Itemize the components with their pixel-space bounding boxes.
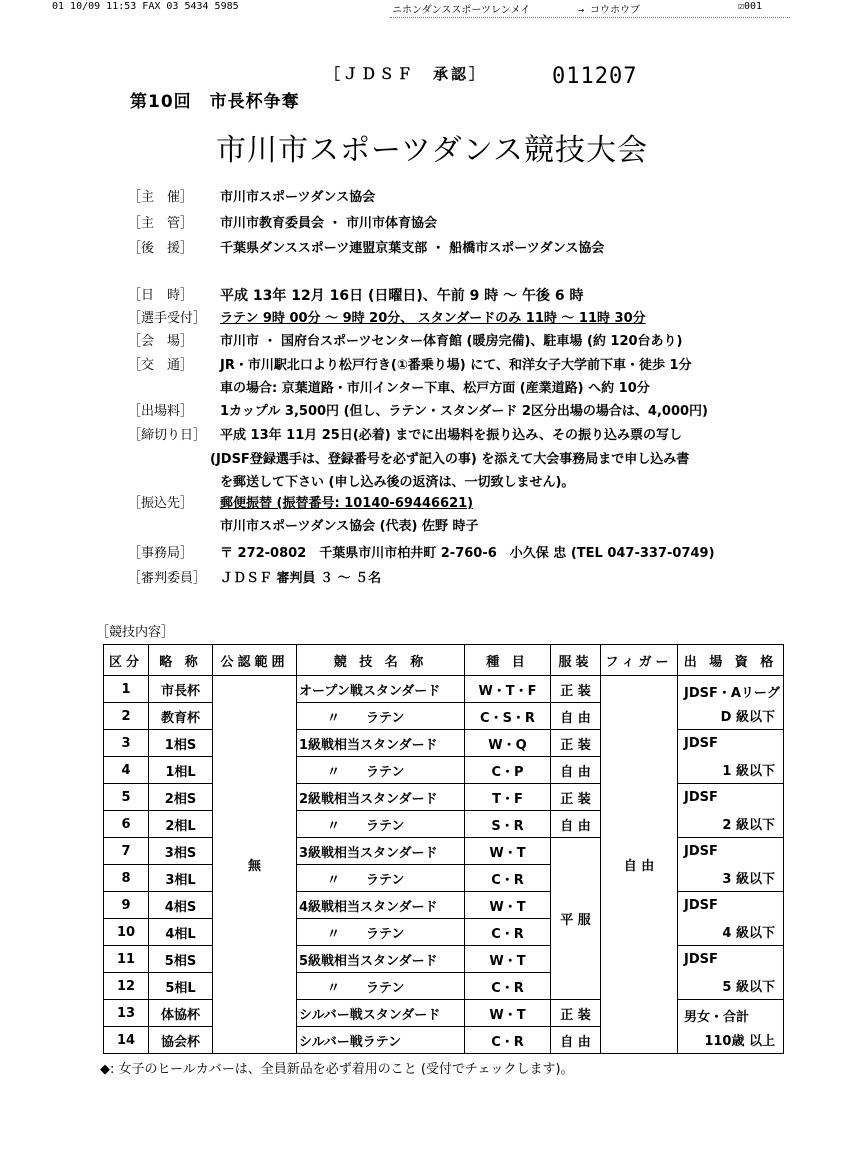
header-qualification: 出 場 資 格 (678, 645, 784, 676)
abbreviation-cell: 協会杯 (149, 1027, 213, 1054)
table-header-row (104, 645, 784, 676)
qualification-bottom: 1 級以下 (722, 764, 775, 779)
figure-cell: 自 由 (601, 676, 678, 1054)
access-value-1: JR・市川駅北口より松戸行き(①番乗り場) にて、和洋女子大学前下車・徒歩 1分 (220, 358, 692, 373)
abbreviation-cell: 体協杯 (149, 1000, 213, 1027)
venue-value: 市川市 ・ 国府台スポーツセンター体育館 (暖房完備)、駐車場 (約 120台あり) (220, 334, 683, 349)
event-cell: S・R (465, 811, 551, 838)
header-figure: フィガー (601, 645, 678, 676)
division-cell: 2 (104, 703, 149, 730)
qualification-bottom: 3 級以下 (722, 872, 775, 887)
access-label: ［交 通］ (128, 358, 194, 373)
qualification-top: 男女・合計 (684, 1010, 750, 1025)
qualification-bottom: 110歳 以上 (704, 1034, 775, 1049)
abbreviation-cell: 3相L (149, 865, 213, 892)
transfer-value-1: 郵便振替 (振替番号: 10140-69446621) (220, 496, 474, 511)
fax-recipient: → コウホウブ (578, 5, 641, 16)
table-row (104, 784, 784, 811)
deadline-label: ［締切り日］ (128, 428, 207, 443)
dress-cell: 自 由 (551, 757, 601, 784)
abbreviation-cell: 2相S (149, 784, 213, 811)
division-cell: 4 (104, 757, 149, 784)
competition-name-cell: 5級戦相当スタンダード (297, 946, 465, 973)
competition-name-cell: 4級戦相当スタンダード (297, 892, 465, 919)
abbreviation-cell: 2相L (149, 811, 213, 838)
competition-section-label: ［競技内容］ (96, 625, 175, 640)
abbreviation-cell: 3相S (149, 838, 213, 865)
event-cell: C・P (465, 757, 551, 784)
competition-name-cell: シルバー戦ラテン (297, 1027, 465, 1054)
office-label: ［事務局］ (128, 546, 194, 561)
abbreviation-cell: 市長杯 (149, 676, 213, 703)
jdsf-approval: ［ＪＤＳＦ 承認］ (325, 65, 488, 83)
division-cell: 1 (104, 676, 149, 703)
division-cell: 10 (104, 919, 149, 946)
qualification-bottom: 4 級以下 (722, 926, 775, 941)
dress-plain-cell: 平 服 (551, 838, 601, 1000)
abbreviation-cell: 1相S (149, 730, 213, 757)
table-row (104, 838, 784, 865)
abbreviation-cell: 4相L (149, 919, 213, 946)
support-label: ［後 援］ (128, 241, 194, 256)
qualification-top: JDSF (684, 898, 718, 913)
qualification-bottom: 5 級以下 (722, 980, 775, 995)
support-value: 千葉県ダンススポーツ連盟京葉支部 ・ 船橋市スポーツダンス協会 (220, 241, 605, 256)
event-cell: C・R (465, 919, 551, 946)
qualification-top: JDSF (684, 736, 718, 751)
header-dress: 服装 (551, 645, 601, 676)
table-row (104, 730, 784, 757)
qualification-cell (678, 784, 784, 838)
division-cell: 12 (104, 973, 149, 1000)
dress-cell: 自 由 (551, 811, 601, 838)
event-cell: W・T (465, 1000, 551, 1027)
table-row (104, 1000, 784, 1027)
event-cell: W・T (465, 892, 551, 919)
division-cell: 9 (104, 892, 149, 919)
abbreviation-cell: 5相S (149, 946, 213, 973)
division-cell: 6 (104, 811, 149, 838)
dress-cell: 自 由 (551, 703, 601, 730)
competition-name-cell: 1級戦相当スタンダード (297, 730, 465, 757)
dress-cell: 正 装 (551, 1000, 601, 1027)
host-label: ［主 催］ (128, 190, 194, 205)
competition-name-cell: シルバー戦スタンダード (297, 1000, 465, 1027)
competition-name-cell: オープン戦スタンダード (297, 676, 465, 703)
competition-name-cell: 〃 ラテン (297, 865, 465, 892)
manage-label: ［主 管］ (128, 216, 194, 231)
reception-value: ラテン 9時 00分 ～ 9時 20分、 スタンダードのみ 11時 ～ 11時 30分 (220, 311, 646, 326)
event-cell: W・T (465, 838, 551, 865)
approval-number: 011207 (552, 64, 638, 89)
abbreviation-cell: 教育杯 (149, 703, 213, 730)
transfer-label: ［振込先］ (128, 496, 194, 511)
header-competition-name: 競 技 名 称 (297, 645, 465, 676)
abbreviation-cell: 5相L (149, 973, 213, 1000)
table-row (104, 892, 784, 919)
judges-label: ［審判委員］ (128, 571, 207, 586)
qualification-top: JDSF・Aリーグ (684, 686, 780, 701)
abbreviation-cell: 1相L (149, 757, 213, 784)
date-value: 平成 13年 12月 16日 (日曜日)、午前 9 時 ～ 午後 6 時 (220, 288, 584, 304)
competition-name-cell: 〃 ラテン (297, 757, 465, 784)
fax-transmission-line: 01 10/09 11:53 FAX 03 5434 5985 (52, 1, 239, 12)
event-cell: C・S・R (465, 703, 551, 730)
event-cell: W・T (465, 946, 551, 973)
event-number: 第10回 市長杯争奪 (130, 92, 300, 112)
qualification-top: JDSF (684, 790, 718, 805)
fax-rule (390, 17, 790, 19)
host-value: 市川市スポーツダンス協会 (220, 190, 376, 205)
fax-sender: ニホンダンススポーツレンメイ (392, 5, 531, 16)
division-cell: 3 (104, 730, 149, 757)
event-cell: T・F (465, 784, 551, 811)
office-value: 〒 272-0802 千葉県市川市柏井町 2-760-6 小久保 忠 (TEL 047-337-0749) (220, 546, 715, 561)
dress-cell: 正 装 (551, 730, 601, 757)
deadline-value-1: 平成 13年 11月 25日(必着) までに出場料を振り込み、その振り込み票の写し (220, 428, 683, 443)
event-cell: C・R (465, 1027, 551, 1054)
reception-label: ［選手受付］ (128, 311, 207, 326)
qualification-top: JDSF (684, 844, 718, 859)
fee-label: ［出場料］ (128, 404, 194, 419)
qualification-cell (678, 730, 784, 784)
competition-name-cell: 〃 ラテン (297, 703, 465, 730)
division-cell: 7 (104, 838, 149, 865)
qualification-cell (678, 838, 784, 892)
competition-table (103, 644, 784, 1054)
qualification-cell (678, 676, 784, 730)
judges-value: ＪＤＳＦ 審判員 ３ ～ ５名 (220, 571, 382, 586)
fax-header (0, 0, 864, 16)
access-value-2: 車の場合: 京葉道路・市川インター下車、松戸方面 (産業道路) へ約 10分 (220, 381, 650, 396)
transfer-value-2: 市川市スポーツダンス協会 (代表) 佐野 時子 (220, 519, 479, 534)
manage-value: 市川市教育委員会 ・ 市川市体育協会 (220, 216, 438, 231)
date-label: ［日 時］ (128, 288, 194, 303)
qualification-cell (678, 946, 784, 1000)
event-cell: W・Q (465, 730, 551, 757)
division-cell: 5 (104, 784, 149, 811)
abbreviation-cell: 4相S (149, 892, 213, 919)
division-cell: 11 (104, 946, 149, 973)
qualification-bottom: D 級以下 (720, 710, 775, 725)
header-event: 種 目 (465, 645, 551, 676)
dress-cell: 正 装 (551, 784, 601, 811)
fax-page-number: ☑001 (738, 1, 763, 12)
division-cell: 13 (104, 1000, 149, 1027)
dress-cell: 自 由 (551, 1027, 601, 1054)
header-abbreviation: 略 称 (149, 645, 213, 676)
table-row (104, 676, 784, 703)
header-division: 区分 (104, 645, 149, 676)
dress-cell: 正 装 (551, 676, 601, 703)
competition-name-cell: 〃 ラテン (297, 973, 465, 1000)
grade-range-cell: 無 (213, 676, 297, 1054)
competition-name-cell: 〃 ラテン (297, 919, 465, 946)
fee-value: 1カップル 3,500円 (但し、ラテン・スタンダード 2区分出場の場合は、4,000円) (220, 404, 708, 419)
division-cell: 14 (104, 1027, 149, 1054)
qualification-cell (678, 1000, 784, 1054)
qualification-bottom: 2 級以下 (722, 818, 775, 833)
deadline-value-2: (JDSF登録選手は、登録番号を必ず記入の事) を添えて大会事務局まで申し込み書 (210, 452, 690, 467)
heel-cover-note: ◆: 女子のヒールカバーは、全員新品を必ず着用のこと (受付でチェックします)。 (100, 1062, 574, 1077)
header-grade-range: 公認範囲 (213, 645, 297, 676)
competition-name-cell: 3級戦相当スタンダード (297, 838, 465, 865)
qualification-top: JDSF (684, 952, 718, 967)
event-cell: C・R (465, 865, 551, 892)
venue-label: ［会 場］ (128, 334, 194, 349)
deadline-value-3: を郵送して下さい (申し込み後の返済は、一切致しません)。 (220, 475, 575, 490)
event-cell: W・T・F (465, 676, 551, 703)
qualification-cell (678, 892, 784, 946)
page-title: 市川市スポーツダンス競技大会 (216, 133, 648, 168)
competition-name-cell: 2級戦相当スタンダード (297, 784, 465, 811)
competition-name-cell: 〃 ラテン (297, 811, 465, 838)
table-row (104, 946, 784, 973)
event-cell: C・R (465, 973, 551, 1000)
division-cell: 8 (104, 865, 149, 892)
